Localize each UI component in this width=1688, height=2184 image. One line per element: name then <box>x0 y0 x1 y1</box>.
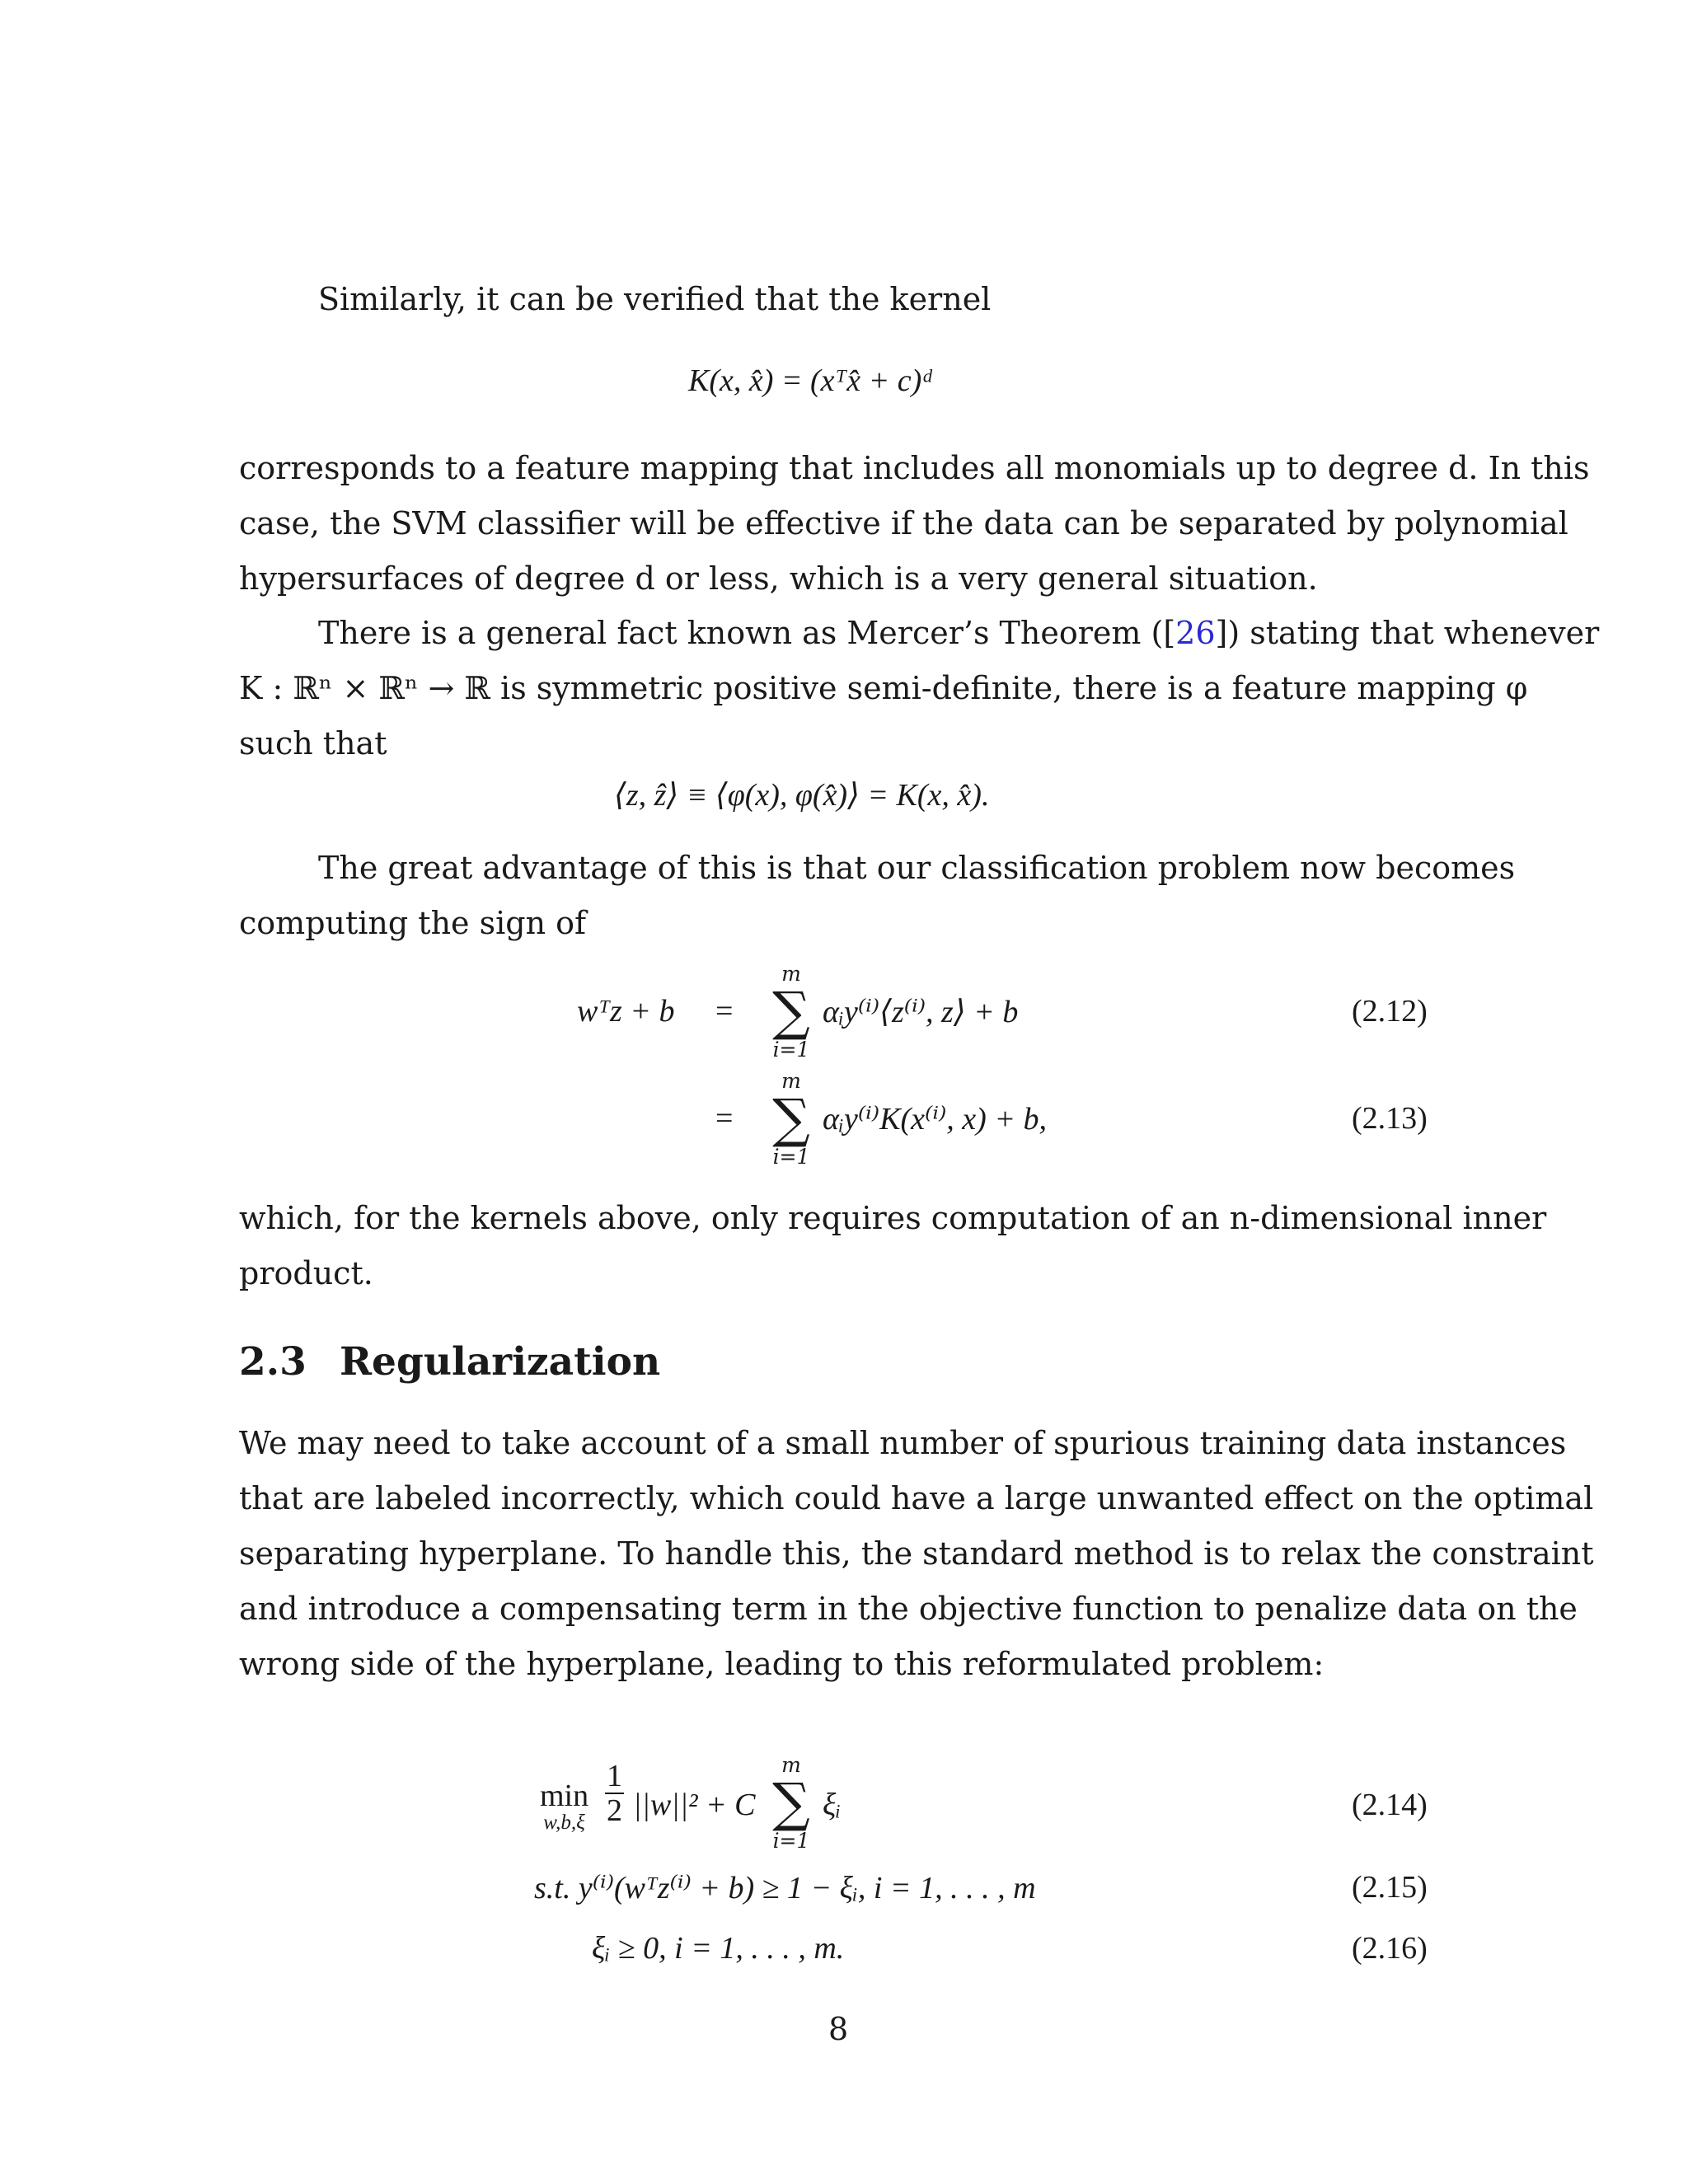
fraction-half <box>605 1760 624 1827</box>
paragraph-feature-mapping <box>239 441 1590 607</box>
equation-2-14-min <box>540 1780 588 1835</box>
equation-2-13-rhs: αᵢy⁽ⁱ⁾K(x⁽ⁱ⁾, x) + b, <box>823 1102 1047 1137</box>
intro-paragraph <box>239 272 1434 327</box>
equation-2-14-fraction <box>602 1760 627 1827</box>
min-operator: min <box>540 1779 589 1813</box>
equation-2-16: ξᵢ ≥ 0, i = 1, . . . , m. <box>592 1931 845 1966</box>
text-line: and introduce a compensating term in the objective function to penalize data on the <box>239 1591 1578 1627</box>
text-line: such that <box>239 725 387 762</box>
sum-upper-limit: m <box>781 962 801 986</box>
section-title: Regularization <box>340 1339 661 1385</box>
equation-number-2-12: (2.12) <box>1352 994 1428 1029</box>
equation-number-2-15: (2.15) <box>1352 1870 1428 1905</box>
sum-lower-limit: i=1 <box>772 1038 810 1062</box>
equation-2-13-relation: = <box>715 1101 734 1136</box>
citation-link[interactable]: 26 <box>1175 615 1216 651</box>
equation-polynomial-kernel: K(x, x̂) = (xᵀx̂ + c)ᵈ <box>688 363 932 398</box>
sum-lower-limit: i=1 <box>772 1145 810 1169</box>
text-line: product. <box>239 1255 373 1291</box>
text-line: The great advantage of this is that our classification problem now becomes <box>318 850 1516 886</box>
text-line: Similarly, it can be verified that the kernel <box>318 281 992 317</box>
fraction-denominator: 2 <box>607 1793 622 1828</box>
text-fragment: There is a general fact known as Mercer’s Theorem ([ <box>318 615 1176 651</box>
text-line: separating hyperplane. To handle this, the standard method is to relax the constraint <box>239 1535 1594 1572</box>
text-fragment: ]) stating that whenever <box>1215 615 1600 651</box>
sum-upper-limit: m <box>781 1753 801 1777</box>
text-line: corresponds to a feature mapping that includes all monomials up to degree d. In this <box>239 450 1590 486</box>
text-line: K : ℝⁿ × ℝⁿ → ℝ is symmetric positive semi-definite, there is a feature mapping φ <box>239 670 1528 706</box>
sum-symbol: ∑ <box>772 982 810 1043</box>
text-line: that are labeled incorrectly, which could have a large unwanted effect on the optimal <box>239 1480 1594 1516</box>
text-line: which, for the kernels above, only requires computation of an n-dimensional inner <box>239 1200 1547 1236</box>
equation-number-2-14: (2.14) <box>1352 1788 1428 1822</box>
section-number: 2.3 <box>239 1339 307 1385</box>
page-number: 8 <box>828 2011 849 2047</box>
text-line <box>239 606 1600 661</box>
fraction-numerator: 1 <box>607 1759 622 1793</box>
text-line: computing the sign of <box>239 905 587 941</box>
equation-number-2-16: (2.16) <box>1352 1931 1428 1966</box>
equation-2-14-tail: ξᵢ <box>823 1788 842 1822</box>
equation-2-12-relation: = <box>715 994 734 1029</box>
sum-lower-limit: i=1 <box>772 1829 810 1853</box>
paragraph-kernel-computation <box>239 1191 1547 1301</box>
equation-2-14-body: ||w||² + C <box>633 1788 756 1822</box>
equation-inner-product: ⟨z, ẑ⟩ ≡ ⟨φ(x), φ(x̂)⟩ = K(x, x̂). <box>614 778 990 813</box>
section-heading <box>239 1339 660 1385</box>
paragraph-advantage <box>239 841 1516 951</box>
equation-2-12-sum <box>762 963 820 1062</box>
text-line: We may need to take account of a small number of spurious training data instances <box>239 1425 1567 1461</box>
text-line: case, the SVM classifier will be effective if the data can be separated by polynomial <box>239 505 1568 541</box>
equation-number-2-13: (2.13) <box>1352 1101 1428 1136</box>
min-subscript: w,b,ξ <box>543 1811 585 1834</box>
paragraph-mercer-theorem <box>239 606 1600 771</box>
text-line: wrong side of the hyperplane, leading to this reformulated problem: <box>239 1646 1325 1682</box>
equation-2-12-rhs: αᵢy⁽ⁱ⁾⟨z⁽ⁱ⁾, z⟩ + b <box>823 995 1019 1029</box>
equation-2-15: s.t. y⁽ⁱ⁾(wᵀz⁽ⁱ⁾ + b) ≥ 1 − ξᵢ, i = 1, . . . , m <box>534 1871 1036 1905</box>
sum-upper-limit: m <box>781 1069 801 1093</box>
paragraph-regularization <box>239 1416 1594 1692</box>
sum-symbol: ∑ <box>772 1773 810 1834</box>
text-line: hypersurfaces of degree d or less, which is a very general situation. <box>239 560 1318 597</box>
sum-symbol: ∑ <box>772 1089 810 1150</box>
equation-2-12-lhs: wᵀz + b <box>577 994 675 1029</box>
equation-2-14-sum <box>762 1754 820 1853</box>
equation-2-13-sum <box>762 1070 820 1169</box>
